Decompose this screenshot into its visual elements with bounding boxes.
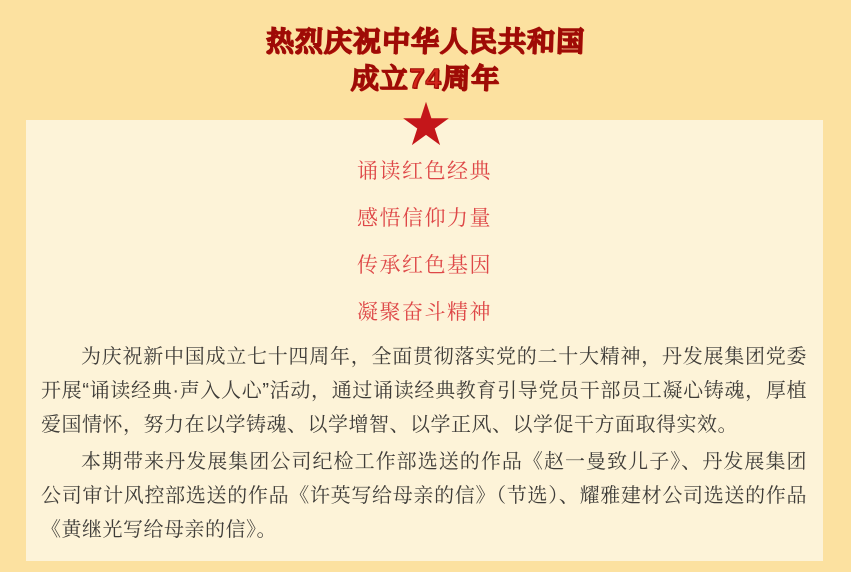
article-body <box>41 340 807 547</box>
content-card <box>26 120 823 561</box>
slogan-line-2: 感悟信仰力量 <box>357 207 492 230</box>
banner-title-line-2: 成立74周年 <box>350 63 501 94</box>
banner-title-line-1: 热烈庆祝中华人民共和国 <box>265 26 586 57</box>
star-shape <box>403 102 449 145</box>
paragraph-2: 本期带来丹发展集团公司纪检工作部选送的作品《赵一曼致儿子》、丹发展集团公司审计风控部选送的作品《许英写给母亲的信》（节选）、耀雅建材公司选送的作品《黄继光写给母亲的信》。 <box>41 451 807 541</box>
slogan-line-1: 诵读红色经典 <box>357 160 492 183</box>
star-icon <box>402 101 450 148</box>
slogan-list <box>26 148 823 336</box>
paragraph-1: 为庆祝新中国成立七十四周年，全面贯彻落实党的二十大精神，丹发展集团党委开展“诵读经典·声入人心”活动，通过诵读经典教育引导党员干部员工凝心铸魂，厚植爱国情怀，努力在以学铸魂、以学增智、以学正风、以学促干方面取得实效。 <box>41 346 807 436</box>
slogan-line-4: 凝聚奋斗精神 <box>357 301 492 324</box>
slogan-line-3: 传承红色基因 <box>357 254 492 277</box>
